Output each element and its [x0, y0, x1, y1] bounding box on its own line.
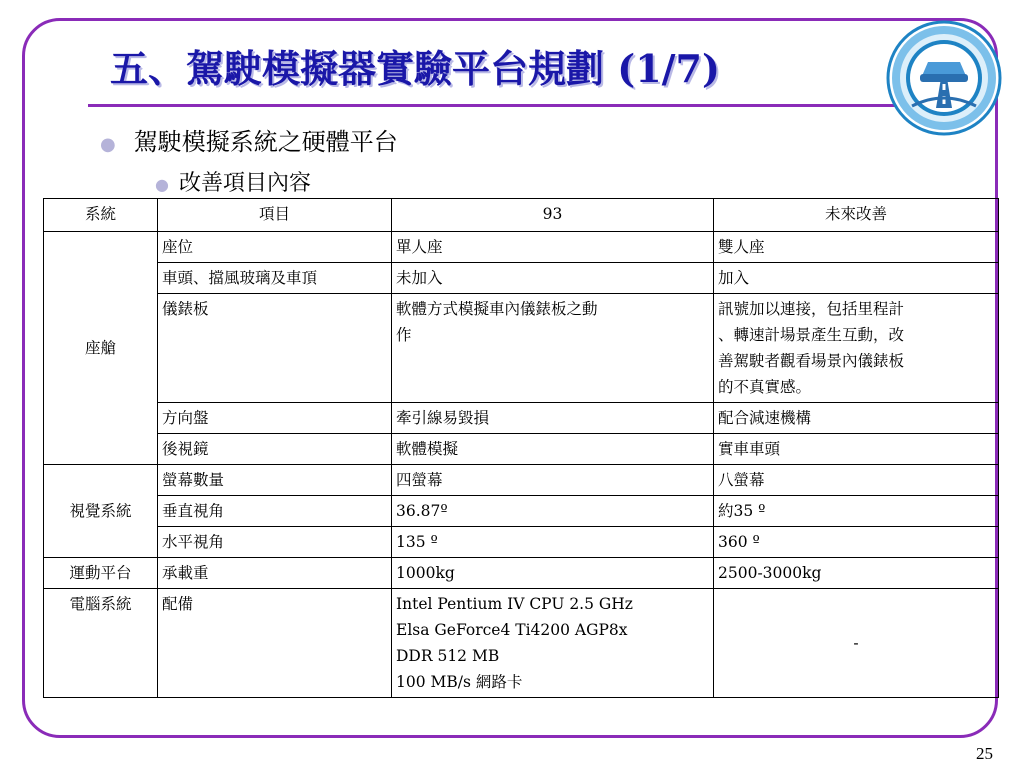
- future-cell: 實車車頭: [714, 434, 999, 465]
- table-row: [44, 558, 999, 589]
- table-row: [44, 465, 999, 496]
- table-row: [44, 263, 999, 294]
- item-cell: 座位: [158, 232, 392, 263]
- item-cell: 螢幕數量: [158, 465, 392, 496]
- y93-cell: [392, 589, 714, 698]
- y93-cell: 牽引線易毀損: [392, 403, 714, 434]
- y93-cell: 四螢幕: [392, 465, 714, 496]
- future-cell: 360 º: [714, 527, 999, 558]
- sub-bullet-improvements: [155, 166, 311, 197]
- future-cell: 配合減速機構: [714, 403, 999, 434]
- item-cell: 水平視角: [158, 527, 392, 558]
- future-cell: 八螢幕: [714, 465, 999, 496]
- header-year-93: 93: [392, 199, 714, 232]
- cell-line: 軟體方式模擬車內儀錶板之動: [396, 300, 598, 318]
- y93-cell: 135 º: [392, 527, 714, 558]
- system-cell: 座艙: [44, 232, 158, 465]
- future-cell: -: [714, 589, 999, 698]
- table-row: [44, 527, 999, 558]
- system-cell: 運動平台: [44, 558, 158, 589]
- future-cell: [714, 294, 999, 403]
- table-row: [44, 434, 999, 465]
- sub-bullet-text: 改善項目內容: [178, 171, 311, 196]
- cell-line: 作: [396, 326, 412, 344]
- item-cell: 後視鏡: [158, 434, 392, 465]
- bullet-dot-icon: ●: [155, 175, 169, 194]
- table-row: [44, 294, 999, 403]
- item-cell: 承載重: [158, 558, 392, 589]
- y93-cell: 1000kg: [392, 558, 714, 589]
- page-number: 25: [976, 744, 993, 763]
- y93-cell: [392, 294, 714, 403]
- header-system: 系統: [44, 199, 158, 232]
- item-cell: 配備: [158, 589, 392, 698]
- item-cell: 方向盤: [158, 403, 392, 434]
- system-cell: 視覺系統: [44, 465, 158, 558]
- item-cell: 垂直視角: [158, 496, 392, 527]
- bullet-hardware-platform: [100, 122, 398, 157]
- table-row: [44, 496, 999, 527]
- cell-line: Intel Pentium IV CPU 2.5 GHz: [396, 595, 633, 613]
- improvement-table: [43, 198, 999, 698]
- title-underline: [88, 104, 938, 107]
- header-future: 未來改善: [714, 199, 999, 232]
- research-center-logo: [884, 18, 1004, 138]
- slide-title: 五、駕駛模擬器實驗平台規劃 (1/7): [110, 46, 720, 91]
- cell-line: DDR 512 MB: [396, 647, 500, 665]
- future-cell: 加入: [714, 263, 999, 294]
- system-cell: 電腦系統: [44, 589, 158, 698]
- table-header-row: [44, 199, 999, 232]
- y93-cell: 36.87º: [392, 496, 714, 527]
- item-cell: 車頭、擋風玻璃及車頂: [158, 263, 392, 294]
- bullet-text: 駕駛模擬系統之硬體平台: [133, 128, 398, 156]
- y93-cell: 軟體模擬: [392, 434, 714, 465]
- y93-cell: 未加入: [392, 263, 714, 294]
- future-cell: 約35 º: [714, 496, 999, 527]
- table-row: [44, 232, 999, 263]
- item-cell: 儀錶板: [158, 294, 392, 403]
- y93-cell: 單人座: [392, 232, 714, 263]
- header-item: 項目: [158, 199, 392, 232]
- cell-line: 、轉速計場景產生互動，改: [718, 326, 905, 344]
- cell-line: Elsa GeForce4 Ti4200 AGP8x: [396, 621, 628, 639]
- cell-line: 訊號加以連接，包括里程計: [718, 300, 905, 318]
- future-cell: 雙人座: [714, 232, 999, 263]
- cell-line: 善駕駛者觀看場景內儀錶板: [718, 352, 905, 370]
- future-cell: 2500-3000kg: [714, 558, 999, 589]
- bullet-dot-icon: ●: [100, 134, 116, 155]
- cell-line: 100 MB/s 網路卡: [396, 673, 523, 691]
- table-row: [44, 403, 999, 434]
- table-row: [44, 589, 999, 698]
- cell-line: 的不真實感。: [718, 378, 812, 396]
